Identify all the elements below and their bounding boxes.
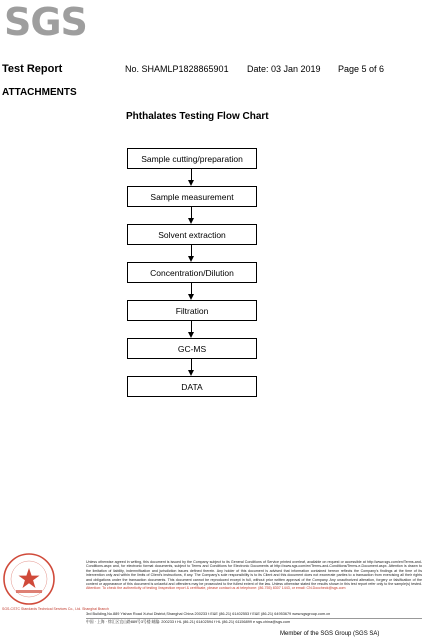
- flow-step-sample-cutting: Sample cutting/preparation: [127, 148, 257, 169]
- flow-step-gc-ms: GC-MS: [127, 338, 257, 359]
- report-date: Date: 03 Jan 2019: [247, 64, 321, 74]
- flow-chart: [127, 148, 257, 397]
- flow-arrow: [127, 169, 257, 186]
- address-line-chinese: 中国 · 上海 · 徐汇区宜山路889号3号楼 邮编: 200233 t HL (86-21) 61402594 f HL (86-21) 61156899 e sgs.china@sgs.com: [86, 620, 291, 624]
- flow-chart-title: Phthalates Testing Flow Chart: [126, 111, 269, 122]
- address-divider: [86, 618, 422, 619]
- disclaimer-body: Unless otherwise agreed in writing, this document is issued by the Company subject to its General Conditions of Service printed overleaf, available on request or accessible at http://www.sgs.com/en/Terms-and-Conditions.aspx and, for electronic format documents, subject to Terms and Conditions for Electronic Documents at http://www.sgs.com/en/Terms-and-Conditions/Terms-e-Document.aspx. Attention is drawn to the limitation of liability, indemnification and jurisdiction issues defined therein. Any holder of this document is advised that information contained hereon reflects the Company's findings at the time of its intervention only and within the limits of Client's instructions, if any. The Company's sole responsibility is to its Client and this document does not exonerate parties to a transaction from exercising all their rights and obligations under the transaction documents. This document cannot be reproduced except in full, without prior written approval of the Company. Any unauthorized alteration, forgery or falsification of the content or appearance of this document is unlawful and offenders may be prosecuted to the fullest extent of the law. Unless otherwise stated the results shown in this test report refer only to the sample(s) tested.: [86, 560, 422, 587]
- flow-arrow: [127, 283, 257, 300]
- report-number: No. SHAMLP1828865901: [125, 64, 229, 74]
- flow-arrow: [127, 245, 257, 262]
- member-statement: Member of the SGS Group (SGS SA): [280, 631, 380, 637]
- flow-step-filtration: Filtration: [127, 300, 257, 321]
- authenticity-notice: Attention: To check the authenticity of testing /inspection report & certificate, please contact us at telephone: (86-755) 8307 1443, or email: CN.Doccheck@sgs.com: [86, 586, 346, 591]
- disclaimer-text: [86, 560, 422, 591]
- flow-arrow: [127, 207, 257, 224]
- stamp-caption: SGS-CSTC Standards Technical Services Co., Ltd. Shanghai Branch: [2, 607, 109, 611]
- flow-arrow: [127, 321, 257, 338]
- flow-arrow: [127, 359, 257, 376]
- flow-step-concentration-dilution: Concentration/Dilution: [127, 262, 257, 283]
- page-number: Page 5 of 6: [338, 64, 385, 74]
- sgs-logo: SGS: [4, 0, 87, 44]
- flow-step-sample-measurement: Sample measurement: [127, 186, 257, 207]
- flow-step-data: DATA: [127, 376, 257, 397]
- flow-step-solvent-extraction: Solvent extraction: [127, 224, 257, 245]
- report-label: Test Report: [2, 63, 63, 75]
- company-seal-stamp: [2, 552, 56, 606]
- section-title: ATTACHMENTS: [2, 87, 77, 98]
- address-line-english: 3rd Building,No.889 Yishan Road Xuhui District,Shanghai China 200233 t E&E (86-21) 61402553 f E&E (86-21) 64953679 www.sgsgroup.com.cn: [86, 612, 331, 616]
